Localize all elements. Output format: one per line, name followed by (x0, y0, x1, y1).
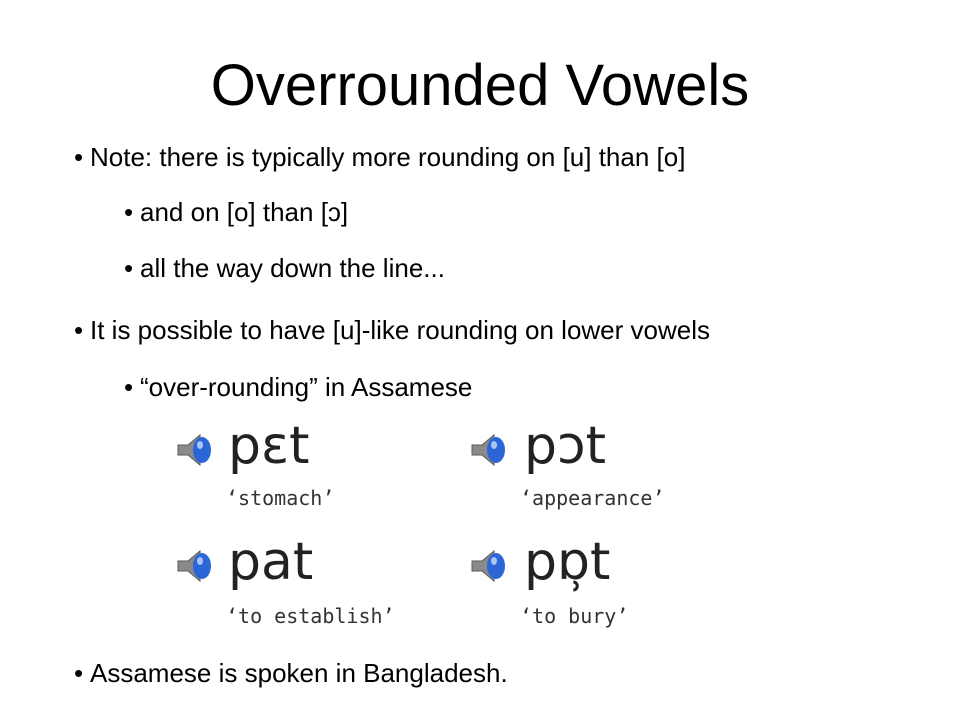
speaker-icon[interactable] (176, 546, 216, 586)
word-gloss: ‘appearance’ (520, 486, 665, 510)
bullet-text: “over-rounding” in Assamese (140, 372, 473, 402)
bullet-marker: • (124, 253, 134, 283)
bullet-marker: • (124, 372, 134, 402)
speaker-icon[interactable] (470, 546, 510, 586)
bullet-text: Assamese is spoken in Bangladesh. (90, 658, 508, 688)
bullet-item (74, 657, 508, 689)
speaker-icon[interactable] (176, 430, 216, 470)
ipa-word: pɔt (524, 416, 606, 476)
bullet-marker: • (74, 315, 84, 345)
bullet-marker: • (74, 658, 84, 688)
sub-bullet-item (124, 252, 445, 284)
bullet-marker: • (74, 142, 84, 172)
example-word-2 (470, 416, 700, 520)
bullet-text: It is possible to have [u]-like rounding on lower vowels (90, 315, 710, 345)
example-word-4 (470, 532, 700, 640)
sub-bullet-item (124, 371, 472, 403)
bullet-item (74, 141, 685, 173)
speaker-icon[interactable] (470, 430, 510, 470)
example-word-3 (176, 532, 406, 640)
bullet-text: and on [o] than [ɔ] (140, 197, 349, 227)
bullet-item (74, 314, 710, 346)
word-gloss: ‘stomach’ (226, 486, 335, 510)
word-gloss: ‘to establish’ (226, 604, 395, 628)
bullet-text: all the way down the line... (140, 253, 445, 283)
word-gloss: ‘to bury’ (520, 604, 629, 628)
bullet-text: Note: there is typically more rounding on [u] than [o] (90, 142, 686, 172)
slide-title: Overrounded Vowels (210, 53, 750, 118)
example-word-1 (176, 416, 406, 520)
ipa-word: pɒ̹t (524, 532, 611, 592)
ipa-word: pat (228, 532, 314, 592)
sub-bullet-item (124, 196, 348, 228)
ipa-word: pɛt (228, 416, 310, 476)
bullet-marker: • (124, 197, 134, 227)
